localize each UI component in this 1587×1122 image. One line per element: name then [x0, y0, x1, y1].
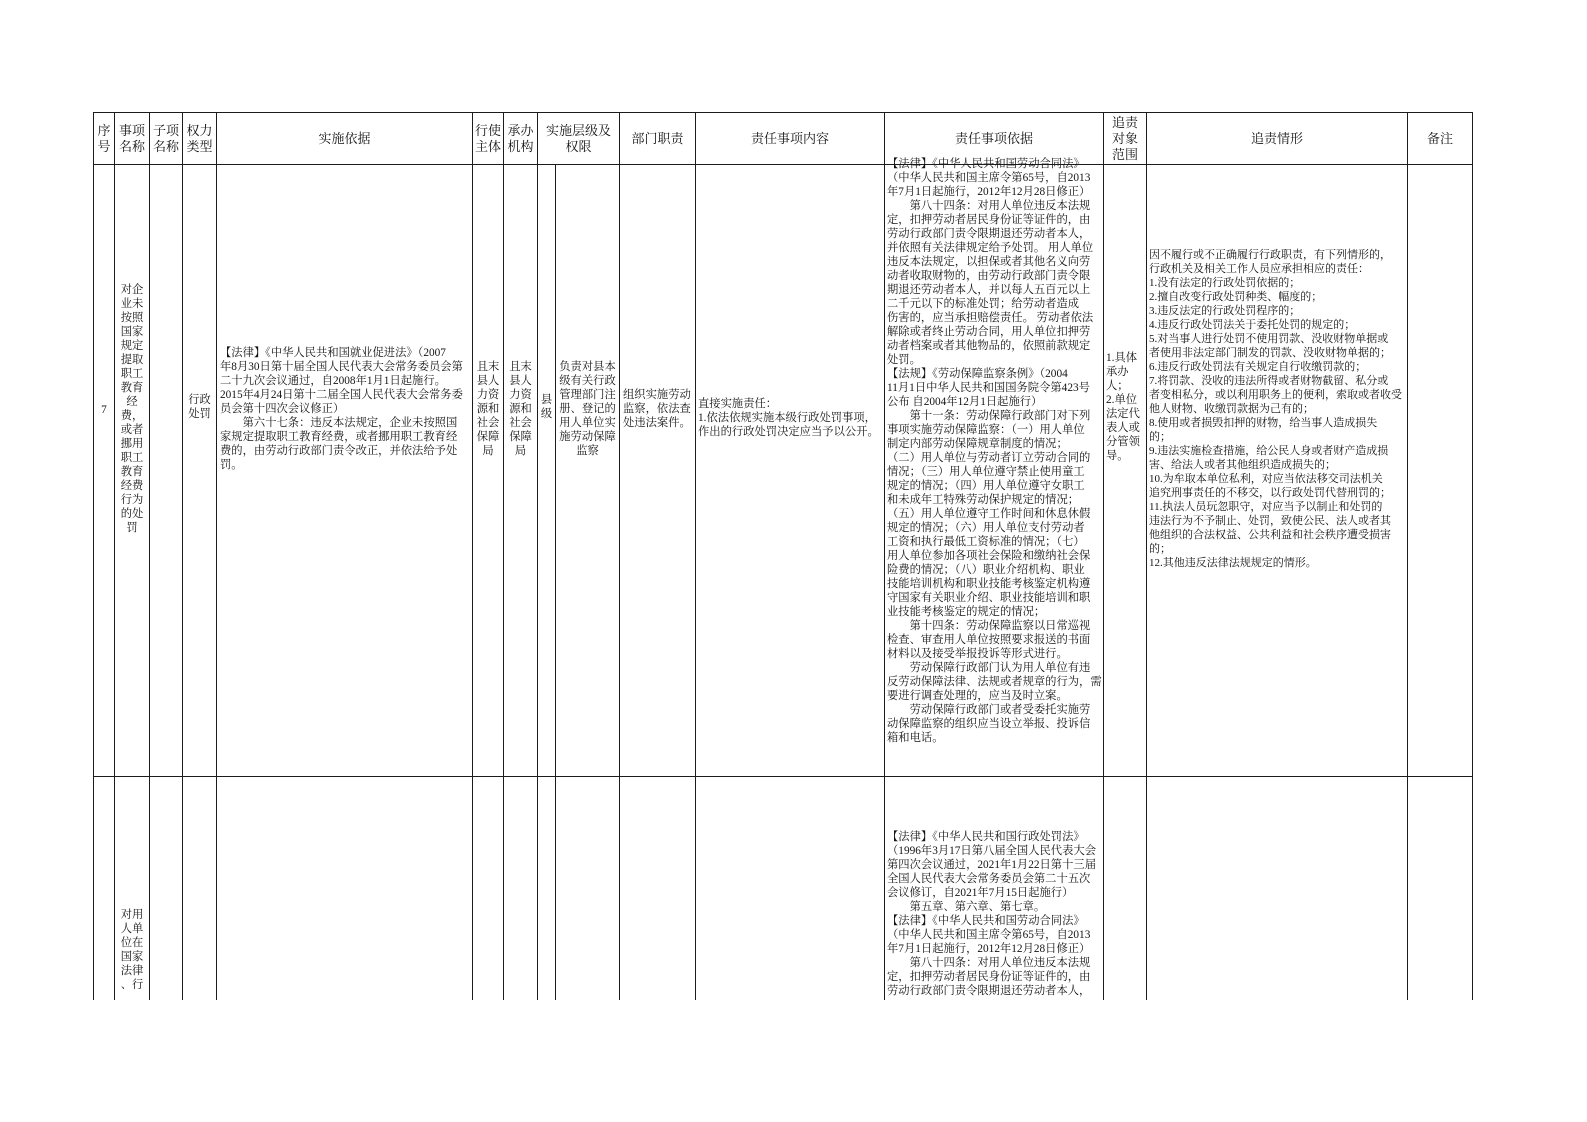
header-exercising-body: 行使 主体 — [474, 122, 501, 154]
header-dept-duty: 部门职责 — [631, 130, 684, 146]
header-item-name: 事项 名称 — [118, 122, 145, 154]
row1-handling-agency: 且末 县人 力资 源和 社会 保障 局 — [509, 361, 532, 457]
header-accountable-scope-cell — [1104, 113, 1147, 165]
header-accountability-cases: 追责情形 — [1250, 130, 1303, 146]
row1-basis-cell — [217, 165, 473, 777]
row1-basis: 【法律】《中华人民共和国就业促进法》（2007 年8月30日第十届全国人民代表大会常务委员会第 二十九次会议通过，自2008年1月1日起施行。 2015年4月24日第十二届全国人民代表大会常务委 员会第十四次会议修正） 第六十七条：违反本法规定，企业未按照国 家规定提取职工教育经费，或者挪用职工教育经 费的，由劳动行政部门责令改正，并依法给予处 罚。 — [220, 347, 463, 471]
header-exercising-body-cell — [473, 113, 504, 165]
row1-authority: 负责对县本 级有关行政 管理部门注 册、登记的 用人单位实 施劳动保障 监察 — [559, 361, 616, 457]
row1-responsibility-content: 直接实施责任： 1.依法依规实施本级行政处罚事项， 作出的行政处罚决定应当予以公开。 — [698, 398, 879, 438]
row1-accountable-scope: 1.具体 承办 人； 2.单位 法定代 表人或 分管领 导。 — [1106, 352, 1140, 462]
header-responsibility-basis: 责任事项依据 — [954, 130, 1033, 146]
header-handling-agency: 承办 机构 — [507, 122, 534, 154]
row1-item-name: 对企 业未 按照 国家 规定 提取 职工 教育 经 费， 或者 挪用 职工 教育 经费 行为 的处 罚 — [120, 284, 144, 534]
row1-responsibility-basis-cell — [885, 158, 1104, 777]
row1-exercising-body-cell — [473, 165, 504, 777]
row2-handling-agency-cell — [504, 777, 538, 1000]
row1-accountability-cases: 因不履行或不正确履行行政职责，有下列情形的， 行政机关及相关工作人员应承担相应的责任： 1.没有法定的行政处罚依据的； 2.擅自改变行政处罚种类、幅度的； 3.违反法定的行政处罚程序的； 4.违反行政处罚法关于委托处罚的规定的； 5.对当事人进行处罚不使用罚款、没收财物单据或 者使用非法定部门制发的罚款、没收财物单据的； 6.违反行政处罚法有关规定自行收缴罚款的； 7.将罚款、没收的违法所得或者财物截留、私分或 者变相私分，或以利用职务上的便利，索取或者收受 他人财物、收缴罚款据为己有的； 8.使用或者损毁扣押的财物，给当事人造成损失 的； 9.违法实施检查措施，给公民人身或者财产造成损 害、给法人或者其他组织造成损失的； 10.为牟取本单位私利，对应当依法移交司法机关 追究刑事责任的不移交，以行政处罚代替刑罚的； 11.执法人员玩忽职守，对应当予以制止和处罚的 违法行为不予制止、处罚，致使公民、法人或者其 他组织的合法权益、公共利益和社会秩序遭受损害 的； 12.其他违反法律法规规定的情形。 — [1149, 249, 1402, 569]
row1-dept-duty: 组织实施劳动 监察，依法查 处违法案件。 — [623, 389, 691, 429]
header-seq-cell — [94, 113, 115, 165]
row1-responsibility-basis: 【法律】《中华人民共和国劳动合同法》 （中华人民共和国主席令第65号，自2013 年7月1日起施行，2012年12月28日修正） 第八十四条：对用人单位违反本法规 定，扣押劳动者居民身份证等证件的，由 劳动行政部门责令限期退还劳动者本人， 并依照有关法律规定给予处罚。 用人单位 违反本法规定，以担保或者其他名义向劳 动者收取财物的，由劳动行政部门责令限 期退还劳动者本人，并以每人五百元以上 二千元以下的标准处罚；给劳动者造成 伤害的，应当承担赔偿责任。 劳动者依法 解除或者终止劳动合同，用人单位扣押劳 动者档案或者其他物品的，依照前款规定 处罚。 【法规】《劳动保障监察条例》（2004 11月1日中华人民共和国国务院令第423号 公布 自2004年12月1日起施行） 第十一条：劳动保障行政部门对下列 事项实施劳动保障监察：（一）用人单位 制定内部劳动保障规章制度的情况； （二）用人单位与劳动者订立劳动合同的 情况；（三）用人单位遵守禁止使用童工 规定的情况；（四）用人单位遵守女职工 和未成年工特殊劳动保护规定的情况； （五）用人单位遵守工作时间和休息休假 规定的情况；（六）用人单位支付劳动者 工资和执行最低工资标准的情况；（七） 用人单位参加各项社会保险和缴纳社会保 险费的情况；（八）职业介绍机构、职业 技能培训机构和职业技能考核鉴定机构遵 守国家有关职业介绍、职业技能培训和职 业技能考核鉴定的规定的情况； 第十四条：劳动保障监察以日常巡视 检查、审查用人单位按照要求报送的书面 材料以及接受举报投诉等形式进行。 劳动保障行政部门认为用人单位有违 反劳动保障法律、法规或者规章的行为，需 要进行调查处理的，应当及时立案。 劳动保障行政部门或者受委托实施劳 动保障监察的组织应当设立举报、投诉信 箱和电话。 — [887, 158, 1102, 744]
row2-dept-duty-cell — [620, 777, 696, 1000]
row1-accountable-scope-cell — [1104, 165, 1147, 777]
row2-exercising-body-cell — [473, 777, 504, 1000]
row1-level-cell — [538, 165, 556, 777]
power-list-table — [93, 112, 1473, 1000]
row1-accountability-cases-cell — [1147, 165, 1408, 777]
header-basis-cell — [217, 113, 473, 165]
row1-power-type: 行政 处罚 — [188, 394, 211, 420]
row2-responsibility-basis-cell — [885, 777, 1104, 1000]
row2-authority-cell — [556, 777, 620, 1000]
row1-item-name-cell — [115, 165, 150, 777]
header-remarks-cell — [1408, 113, 1473, 165]
header-basis: 实施依据 — [318, 130, 371, 146]
header-responsibility-content: 责任事项内容 — [750, 130, 829, 146]
row2-responsibility-content-cell — [696, 777, 885, 1000]
row1-responsibility-content-cell — [696, 165, 885, 777]
row2-power-type-cell — [183, 777, 217, 1000]
row1-seq: 7 — [101, 404, 107, 416]
row1-authority-cell — [556, 165, 620, 777]
row1-exercising-body: 且末 县人 力资 源和 社会 保障 局 — [476, 361, 500, 457]
header-item-name-cell — [115, 113, 150, 165]
header-sub-item-name: 子项 名称 — [152, 122, 179, 154]
header-accountability-cases-cell — [1147, 113, 1408, 165]
row2-level-cell — [538, 777, 556, 1000]
row2-remarks-cell — [1408, 777, 1473, 1000]
header-level-authority-cell — [538, 113, 620, 165]
header-responsibility-content-cell — [696, 113, 885, 165]
header-accountable-scope: 追责 对象 范围 — [1111, 114, 1138, 162]
header-handling-agency-cell — [504, 113, 538, 165]
row1-power-type-cell — [183, 165, 217, 777]
header-power-type-cell — [183, 113, 217, 165]
row1-seq-cell — [94, 165, 115, 777]
row1-dept-duty-cell — [620, 165, 696, 777]
header-power-type: 权力 类型 — [186, 122, 213, 154]
header-remarks: 备注 — [1426, 130, 1453, 146]
row2-item-name-cell — [115, 777, 150, 1000]
header-sub-item-name-cell — [150, 113, 183, 165]
row2-accountability-cases-cell — [1147, 777, 1408, 1000]
row1-sub-item-name-cell — [150, 165, 183, 777]
header-dept-duty-cell — [620, 113, 696, 165]
row2-item-name: 对用 人单 位在 国家 法律 、行 — [120, 909, 144, 991]
row1-remarks-cell — [1408, 165, 1473, 777]
header-level-authority: 实施层级及 权限 — [545, 122, 611, 154]
header-seq: 序 号 — [97, 122, 111, 154]
row2-sub-item-name-cell — [150, 777, 183, 1000]
row2-accountable-scope-cell — [1104, 777, 1147, 1000]
row2-seq-cell — [94, 777, 115, 1000]
row1-handling-agency-cell — [504, 165, 538, 777]
row2-basis-cell — [217, 777, 473, 1000]
row2-responsibility-basis: 【法律】《中华人民共和国行政处罚法》 （1996年3月17日第八届全国人民代表大会 第四次会议通过，2021年1月22日第十三届 全国人民代表大会常务委员会第二十五次 会议修订，自2021年7月15日起施行） 第五章、第六章、第七章。 【法律】《中华人民共和国劳动合同法》 （中华人民共和国主席令第65号，自2013 年7月1日起施行，2012年12月28日修正） 第八十四条：对用人单位违反本法规 定，扣押劳动者居民身份证等证件的，由 劳动行政部门责令限期退还劳动者本人， — [887, 831, 1096, 997]
row1-level: 县 级 — [540, 394, 553, 420]
